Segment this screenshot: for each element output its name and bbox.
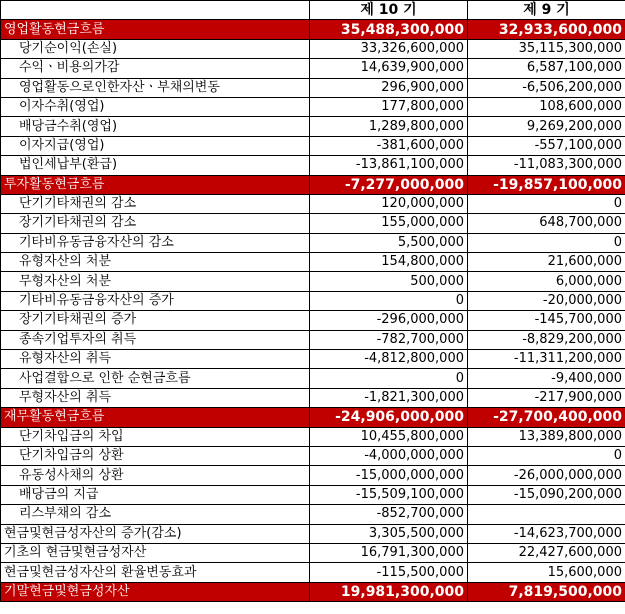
value-period-9: -9,400,000 [468, 369, 625, 388]
header-label-cell [1, 1, 310, 20]
row-label: 현금및현금성자산의 증가(감소) [1, 524, 310, 543]
value-period-9: -557,100,000 [468, 136, 625, 155]
value-period-10: -13,861,100,000 [310, 156, 468, 175]
value-period-9: 13,389,800,000 [468, 427, 625, 446]
value-period-10: 0 [310, 291, 468, 310]
table-row [1, 78, 625, 97]
value-period-9: 9,269,200,000 [468, 117, 625, 136]
value-period-10: 154,800,000 [310, 253, 468, 272]
table-header [1, 1, 625, 20]
value-period-9: -27,700,400,000 [468, 408, 625, 427]
value-period-9: -11,083,300,000 [468, 156, 625, 175]
table-row [1, 253, 625, 272]
row-label: 종속기업투자의 취득 [1, 330, 310, 349]
value-period-10: 177,800,000 [310, 97, 468, 116]
value-period-9: -15,090,200,000 [468, 485, 625, 504]
row-label: 장기기타채권의 증가 [1, 311, 310, 330]
row-label: 이자수취(영업) [1, 97, 310, 116]
value-period-10: -381,600,000 [310, 136, 468, 155]
row-label: 기타비유동금융자산의 감소 [1, 233, 310, 252]
table-row [1, 156, 625, 175]
value-period-9: 648,700,000 [468, 214, 625, 233]
value-period-10: 296,900,000 [310, 78, 468, 97]
value-period-10: 14,639,900,000 [310, 59, 468, 78]
table-row [1, 427, 625, 446]
row-label: 단기차입금의 차입 [1, 427, 310, 446]
value-period-10: -7,277,000,000 [310, 175, 468, 194]
value-period-10: 16,791,300,000 [310, 543, 468, 562]
section-total-row [1, 20, 625, 39]
section-total-row [1, 175, 625, 194]
value-period-10: 0 [310, 369, 468, 388]
row-label: 리스부채의 감소 [1, 505, 310, 524]
value-period-10: -782,700,000 [310, 330, 468, 349]
table-row [1, 369, 625, 388]
table-row [1, 563, 625, 582]
value-period-9: -6,506,200,000 [468, 78, 625, 97]
table-row [1, 214, 625, 233]
table-body [1, 20, 625, 602]
value-period-10: -15,509,100,000 [310, 485, 468, 504]
value-period-9: -19,857,100,000 [468, 175, 625, 194]
row-label: 무형자산의 처분 [1, 272, 310, 291]
table-row [1, 505, 625, 524]
value-period-10: 35,488,300,000 [310, 20, 468, 39]
table-row [1, 39, 625, 58]
row-label: 단기기타채권의 감소 [1, 194, 310, 213]
value-period-10: 1,289,800,000 [310, 117, 468, 136]
row-label: 법인세납부(환급) [1, 156, 310, 175]
value-period-9: -217,900,000 [468, 388, 625, 407]
table-row [1, 291, 625, 310]
table-row [1, 136, 625, 155]
row-label: 기초의 현금및현금성자산 [1, 543, 310, 562]
header-row [1, 1, 625, 20]
row-label: 유형자산의 취득 [1, 350, 310, 369]
row-label: 현금및현금성자산의 환율변동효과 [1, 563, 310, 582]
value-period-10: 3,305,500,000 [310, 524, 468, 543]
table-row [1, 350, 625, 369]
value-period-9: 35,115,300,000 [468, 39, 625, 58]
value-period-9: -26,000,000,000 [468, 466, 625, 485]
row-label: 기타비유동금융자산의 증가 [1, 291, 310, 310]
row-label: 유동성사채의 상환 [1, 466, 310, 485]
value-period-10: 5,500,000 [310, 233, 468, 252]
table-row [1, 446, 625, 465]
row-label: 재무활동현금흐름 [1, 408, 310, 427]
value-period-10: -15,000,000,000 [310, 466, 468, 485]
value-period-9: 0 [468, 233, 625, 252]
value-period-10: -296,000,000 [310, 311, 468, 330]
value-period-10: -852,700,000 [310, 505, 468, 524]
value-period-9: 0 [468, 446, 625, 465]
table-row [1, 59, 625, 78]
row-label: 영업활동현금흐름 [1, 20, 310, 39]
table-row [1, 233, 625, 252]
section-total-row [1, 408, 625, 427]
row-label: 수익ㆍ비용의가감 [1, 59, 310, 78]
value-period-10: -4,000,000,000 [310, 446, 468, 465]
row-label: 영업활동으로인한자산ㆍ부채의변동 [1, 78, 310, 97]
table-row [1, 272, 625, 291]
row-label: 단기차입금의 상환 [1, 446, 310, 465]
table-row [1, 97, 625, 116]
row-label: 배당금의 지급 [1, 485, 310, 504]
table-row [1, 330, 625, 349]
value-period-9: 21,600,000 [468, 253, 625, 272]
row-label: 무형자산의 취득 [1, 388, 310, 407]
value-period-9: 22,427,600,000 [468, 543, 625, 562]
value-period-10: 19,981,300,000 [310, 582, 468, 601]
value-period-10: 120,000,000 [310, 194, 468, 213]
value-period-9: 32,933,600,000 [468, 20, 625, 39]
value-period-9: -11,311,200,000 [468, 350, 625, 369]
table-row [1, 388, 625, 407]
row-label: 이자지급(영업) [1, 136, 310, 155]
value-period-9: 15,600,000 [468, 563, 625, 582]
value-period-9: 0 [468, 194, 625, 213]
row-label: 배당금수취(영업) [1, 117, 310, 136]
table-row [1, 543, 625, 562]
row-label: 당기순이익(손실) [1, 39, 310, 58]
value-period-10: -24,906,000,000 [310, 408, 468, 427]
row-label: 장기기타채권의 감소 [1, 214, 310, 233]
value-period-10: 33,326,600,000 [310, 39, 468, 58]
section-total-row [1, 582, 625, 601]
value-period-10: -115,500,000 [310, 563, 468, 582]
value-period-10: 10,455,800,000 [310, 427, 468, 446]
value-period-9: -20,000,000 [468, 291, 625, 310]
table-row [1, 524, 625, 543]
table-row [1, 466, 625, 485]
value-period-9: 6,587,100,000 [468, 59, 625, 78]
row-label: 유형자산의 처분 [1, 253, 310, 272]
table-row [1, 117, 625, 136]
value-period-9: -8,829,200,000 [468, 330, 625, 349]
row-label: 투자활동현금흐름 [1, 175, 310, 194]
table-row [1, 311, 625, 330]
value-period-9: 108,600,000 [468, 97, 625, 116]
value-period-9: -145,700,000 [468, 311, 625, 330]
header-period-9: 제 9 기 [468, 1, 625, 20]
value-period-10: 500,000 [310, 272, 468, 291]
value-period-10: -4,812,800,000 [310, 350, 468, 369]
row-label: 기말현금및현금성자산 [1, 582, 310, 601]
value-period-10: 155,000,000 [310, 214, 468, 233]
value-period-10: -1,821,300,000 [310, 388, 468, 407]
table-row [1, 485, 625, 504]
value-period-9 [468, 505, 625, 524]
header-period-10: 제 10 기 [310, 1, 468, 20]
table-row [1, 194, 625, 213]
value-period-9: -14,623,700,000 [468, 524, 625, 543]
row-label: 사업결합으로 인한 순현금흐름 [1, 369, 310, 388]
value-period-9: 6,000,000 [468, 272, 625, 291]
value-period-9: 7,819,500,000 [468, 582, 625, 601]
